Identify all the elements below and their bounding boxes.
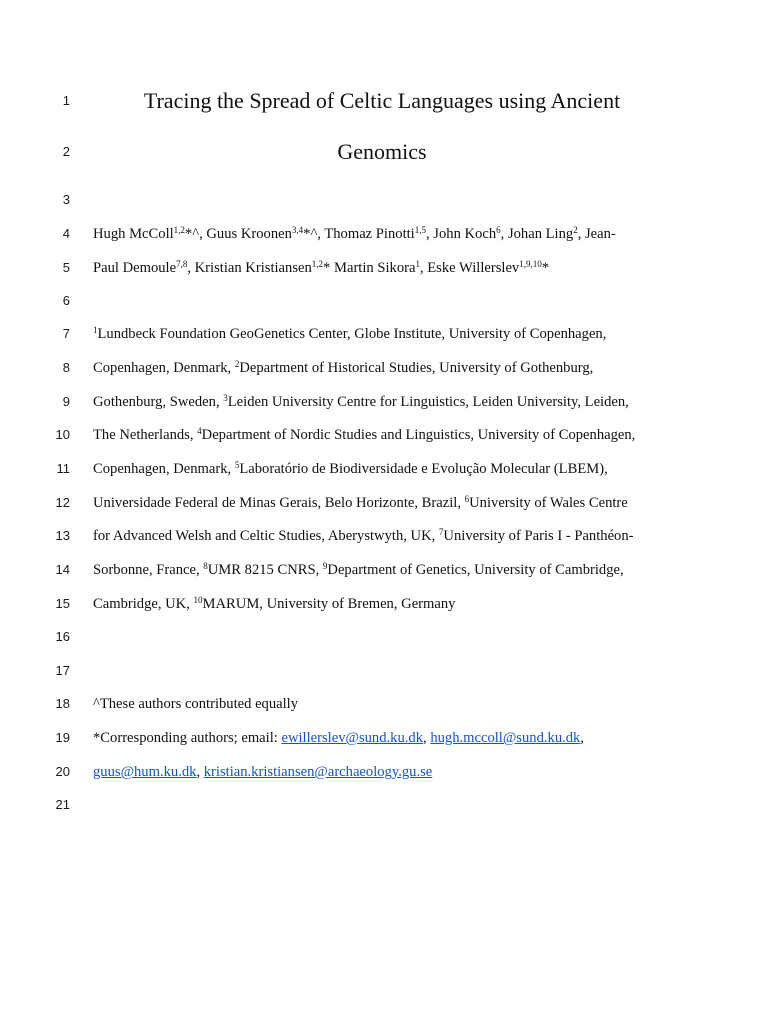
paper-title-line-1: Tracing the Spread of Celtic Languages using Ancient (143, 88, 621, 113)
line-row-7 (0, 322, 768, 346)
affiliation-text: Copenhagen, Denmark, (93, 360, 235, 376)
author-mark: * (323, 260, 334, 276)
author-name: John Koch (433, 226, 497, 242)
author-name: Thomaz Pinotti (324, 226, 415, 242)
affiliation-text: Sorbonne, France, (93, 562, 204, 578)
author-name: Eske Willerslev (427, 260, 520, 276)
line-number: 8 (62, 360, 70, 375)
affiliation-sup: 9 (322, 561, 328, 571)
line-row-8 (0, 356, 768, 380)
email-link-mccoll[interactable]: hugh.mccoll@sund.ku.dk (430, 730, 581, 746)
affiliation-text: Department of Genetics, University of Cambridge, (327, 562, 624, 578)
line-number: 12 (55, 495, 70, 510)
line-number: 4 (62, 226, 70, 241)
separator: , (580, 730, 585, 746)
affiliation-text: UMR 8215 CNRS, (207, 562, 323, 578)
author-mark: , (500, 226, 508, 242)
line-row-21 (0, 793, 768, 817)
affiliation-sup: 8 (203, 561, 208, 571)
affiliation-text: The Netherlands, (93, 427, 198, 443)
line-row-13 (0, 524, 768, 548)
author-affiliation-sup: 3,4 (291, 225, 304, 235)
line-row-16 (0, 625, 768, 649)
line-row-4 (0, 222, 768, 246)
line-row-10 (0, 423, 768, 447)
email-link-kroonen[interactable]: guus@hum.ku.dk (93, 764, 197, 780)
line-row-1 (0, 89, 768, 113)
line-row-20 (0, 760, 768, 784)
author-list-line-1 (93, 222, 676, 246)
affiliation-text: University of Paris I - Panthéon- (443, 528, 634, 544)
affiliation-line (93, 322, 676, 346)
author-affiliation-sup: 1,2 (173, 225, 185, 235)
author-affiliation-sup: 1,2 (311, 259, 324, 269)
author-mark: , (419, 260, 428, 276)
email-link-willerslev[interactable]: ewillerslev@sund.ku.dk (281, 730, 424, 746)
affiliation-text: Lundbeck Foundation GeoGenetics Center, Globe Institute, University of Copenhagen, (97, 326, 607, 342)
line-row-15 (0, 592, 768, 616)
line-number: 16 (55, 629, 70, 644)
affiliation-sup: 5 (234, 460, 240, 470)
author-affiliation-sup: 6 (496, 225, 501, 235)
line-number: 9 (62, 394, 70, 409)
line-number: 10 (55, 427, 70, 442)
email-link-kristiansen[interactable]: kristian.kristiansen@archaeology.gu.se (203, 764, 433, 780)
affiliation-text: Department of Nordic Studies and Linguistics, University of Copenhagen, (201, 427, 636, 443)
author-affiliation-sup: 2 (573, 225, 578, 235)
line-number: 17 (55, 663, 70, 678)
line-row-17 (0, 659, 768, 683)
affiliation-sup: 1 (93, 325, 98, 335)
line-number: 5 (62, 260, 70, 275)
affiliation-sup: 10 (193, 595, 203, 605)
affiliation-sup: 2 (234, 359, 240, 369)
line-number: 13 (55, 528, 70, 543)
author-name: Kristian Kristiansen (194, 260, 312, 276)
corresponding-emails-line (93, 760, 676, 784)
line-number: 6 (62, 293, 70, 308)
line-row-14 (0, 558, 768, 582)
author-mark: *^, (303, 226, 325, 242)
author-name: Paul Demoule (93, 260, 177, 276)
affiliation-text: Laboratório de Biodiversidade e Evolução Molecular (LBEM), (239, 461, 608, 477)
affiliation-text: Copenhagen, Denmark, (93, 461, 235, 477)
author-affiliation-sup: 1,9,10 (519, 259, 542, 269)
affiliation-line (93, 524, 676, 548)
author-affiliation-sup: 7,8 (176, 259, 188, 269)
line-number: 7 (62, 326, 70, 341)
affiliation-line (93, 457, 676, 481)
affiliation-text: Universidade Federal de Minas Gerais, Belo Horizonte, Brazil, (93, 495, 465, 511)
affiliation-text: Gothenburg, Sweden, (93, 394, 224, 410)
line-number: 20 (55, 764, 70, 779)
line-row-12 (0, 491, 768, 515)
line-row-5 (0, 256, 768, 280)
line-number: 3 (62, 192, 70, 207)
line-number: 2 (62, 144, 70, 159)
line-row-11 (0, 457, 768, 481)
affiliation-sup: 4 (197, 426, 202, 436)
affiliation-text: Leiden University Centre for Linguistics, Leiden University, Leiden, (227, 394, 629, 410)
author-mark: , Jean- (577, 226, 616, 242)
affiliation-line (93, 356, 676, 380)
line-row-9 (0, 390, 768, 414)
line-number: 21 (55, 797, 70, 812)
author-name: Guus Kroonen (206, 226, 292, 242)
affiliation-line (93, 592, 676, 616)
line-row-3 (0, 188, 768, 212)
affiliation-text: University of Wales Centre (469, 495, 628, 511)
author-name: Martin Sikora (333, 260, 416, 276)
line-number: 19 (55, 730, 70, 745)
author-mark: , (187, 260, 195, 276)
author-mark: *^, (184, 226, 207, 242)
line-row-18 (0, 692, 768, 716)
affiliation-text: Cambridge, UK, (93, 596, 194, 612)
separator: , (196, 764, 204, 780)
affiliation-line (93, 390, 676, 414)
affiliation-sup: 3 (223, 393, 228, 403)
line-number: 11 (56, 461, 70, 476)
author-affiliation-sup: 1 (415, 259, 420, 269)
author-mark: * (541, 260, 550, 276)
affiliation-sup: 6 (464, 494, 470, 504)
affiliation-line (93, 423, 676, 447)
equal-contribution-note: ^These authors contributed equally (93, 696, 299, 712)
line-number: 1 (62, 93, 70, 108)
affiliation-sup: 7 (438, 527, 444, 537)
author-list-line-2 (93, 256, 676, 280)
paper-title-line-2: Genomics (337, 139, 427, 164)
corresponding-authors-line (93, 726, 676, 750)
affiliation-line (93, 558, 676, 582)
author-name: Johan Ling (507, 226, 574, 242)
affiliation-text: MARUM, University of Bremen, Germany (202, 596, 456, 612)
line-row-19 (0, 726, 768, 750)
separator: , (423, 730, 431, 746)
line-row-6 (0, 289, 768, 313)
line-number: 15 (55, 596, 70, 611)
author-affiliation-sup: 1,5 (414, 225, 426, 235)
corresponding-label: *Corresponding authors; email: (93, 730, 282, 746)
line-row-2 (0, 140, 768, 164)
author-mark: , (426, 226, 434, 242)
affiliation-text: Department of Historical Studies, University of Gothenburg, (239, 360, 594, 376)
author-name: Hugh McColl (93, 226, 174, 242)
line-number: 18 (55, 696, 70, 711)
affiliation-line (93, 491, 676, 515)
affiliation-text: for Advanced Welsh and Celtic Studies, Aberystwyth, UK, (93, 528, 439, 544)
line-number: 14 (55, 562, 70, 577)
